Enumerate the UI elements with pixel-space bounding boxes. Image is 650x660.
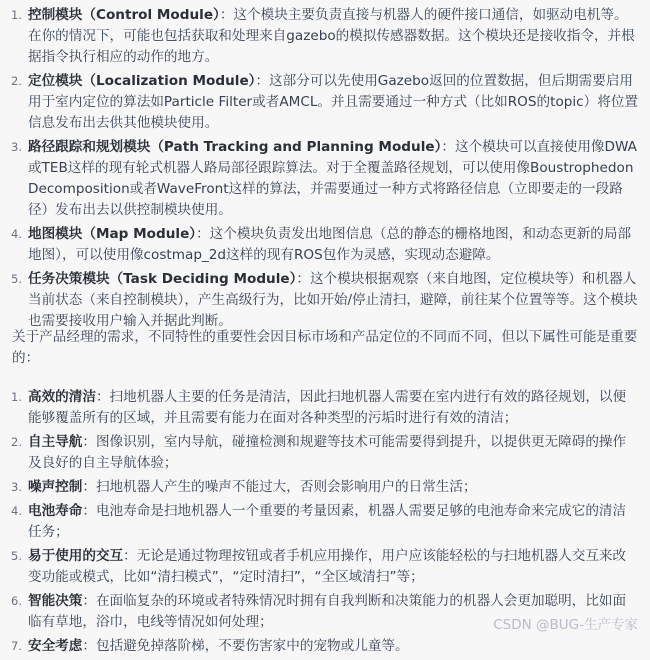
list-number: 5. (11, 549, 22, 563)
item-body: ：这个模块可以直接使用像DWA或TEB这样的现有轮式机器人路局部径跟踪算法。对于全覆盖路径规划，可以使用像Boustrophedon Decomposition或者WaveFront这样的算法，并需要通过一种方式将路径信息（立即要走的一段路径）发布出去以供控制模块使用。 (28, 139, 637, 218)
item-body: ：这个模块负责发出地图信息（总的静态的栅格地图，和动态更新的局部地图），可以使用像costmap_2d这样的现有ROS包作为灵感，实现动态避障。 (28, 226, 632, 263)
list-number: 2. (11, 74, 22, 88)
item-title: 控制模块（Control Module） (28, 7, 220, 23)
item-body: ：电池寿命是扫地机器人一个重要的考量因素，机器人需要足够的电池寿命来完成它的清洁任务； (28, 503, 627, 540)
item-title: 自主导航 (28, 434, 83, 450)
list-item-map-module (0, 224, 650, 266)
item-title: 智能决策 (28, 593, 83, 609)
item-body: ：扫地机器人主要的任务是清洁，因此扫地机器人需要在室内进行有效的路径规划，以便能够覆盖所有的区域，并且需要有能力在面对各种类型的污垢时进行有效的清洁； (28, 389, 627, 426)
list-item-easy-interaction (0, 546, 650, 588)
list-number: 3. (11, 140, 22, 154)
list-item-noise-control (0, 477, 650, 498)
item-title: 任务决策模块（Task Deciding Module） (28, 271, 297, 287)
list-number: 2. (11, 435, 22, 449)
item-body: ：无论是通过物理按钮或者手机应用操作，用户应该能轻松的与扫地机器人交互来改变功能或模式，比如“清扫模式”，“定时清扫”，“全区域清扫”等； (28, 548, 627, 585)
list-item-control-module (0, 5, 650, 68)
item-title: 路径跟踪和规划模块（Path Tracking and Planning Module） (28, 139, 442, 155)
item-title: 定位模块（Localization Module） (28, 73, 256, 89)
item-title: 安全考虑 (28, 638, 83, 654)
item-body: ：在面临复杂的环境或者特殊情况时拥有自我判断和决策能力的机器人会更加聪明，比如面临有草地，浴巾，电线等情况如何处理； (28, 593, 627, 630)
list-item-path-planning-module (0, 137, 650, 221)
item-title: 易于使用的交互 (28, 548, 124, 564)
item-title: 高效的清洁 (28, 389, 96, 405)
item-title: 电池寿命 (28, 503, 83, 519)
list-item-localization-module (0, 71, 650, 134)
item-body: ：包括避免掉落阶梯，不要伤害家中的宠物或儿童等。 (82, 638, 409, 654)
item-body: ：这部分可以先使用Gazebo返回的位置数据，但后期需要启用用于室内定位的算法如Particle Filter或者AMCL。并且需要通过一种方式（比如ROS的topic）将位置信息发布出去供其他模块使用。 (28, 73, 639, 131)
list-number: 7. (11, 639, 22, 653)
csdn-watermark: CSDN @BUG-生产专家 (493, 617, 638, 633)
intro-paragraph: 关于产品经理的需求，不同特性的重要性会因目标市场和产品定位的不同而不同，但以下属性可能是重要的： (12, 329, 638, 366)
item-body: ：这个模块根据观察（来自地图，定位模块等）和机器人当前状态（来自控制模块），产生高级行为，比如开始/停止清扫，避障，前往某个位置等等。这个模块也需要接收用户输入并据此判断。 (28, 271, 638, 329)
item-body: ：扫地机器人产生的噪声不能过大，否则会影响用户的日常生活； (82, 479, 477, 495)
list-number: 3. (11, 480, 22, 494)
item-title: 地图模块（Map Module） (28, 226, 197, 242)
module-list (0, 5, 650, 335)
list-number: 4. (11, 227, 22, 241)
list-item-safety (0, 636, 650, 657)
list-number: 4. (11, 504, 22, 518)
list-number: 5. (11, 272, 22, 286)
item-body: ：图像识别，室内导航，碰撞检测和规避等技术可能需要得到提升，以提供更无障碍的操作及良好的自主导航体验； (28, 434, 627, 471)
item-title: 噪声控制 (28, 479, 83, 495)
list-number: 6. (11, 594, 22, 608)
list-number: 1. (11, 8, 22, 22)
item-body: ：这个模块主要负责直接与机器人的硬件接口通信，如驱动电机等。在你的情况下，可能也包括获取和处理来自gazebo的模拟传感器数据。这个模块还是接收指令，并根据指令执行相应的动作的地方。 (28, 7, 635, 65)
list-number: 1. (11, 390, 22, 404)
list-item-efficient-cleaning (0, 387, 650, 429)
list-item-task-deciding-module (0, 269, 650, 332)
list-item-battery-life (0, 501, 650, 543)
list-item-autonomous-navigation (0, 432, 650, 474)
